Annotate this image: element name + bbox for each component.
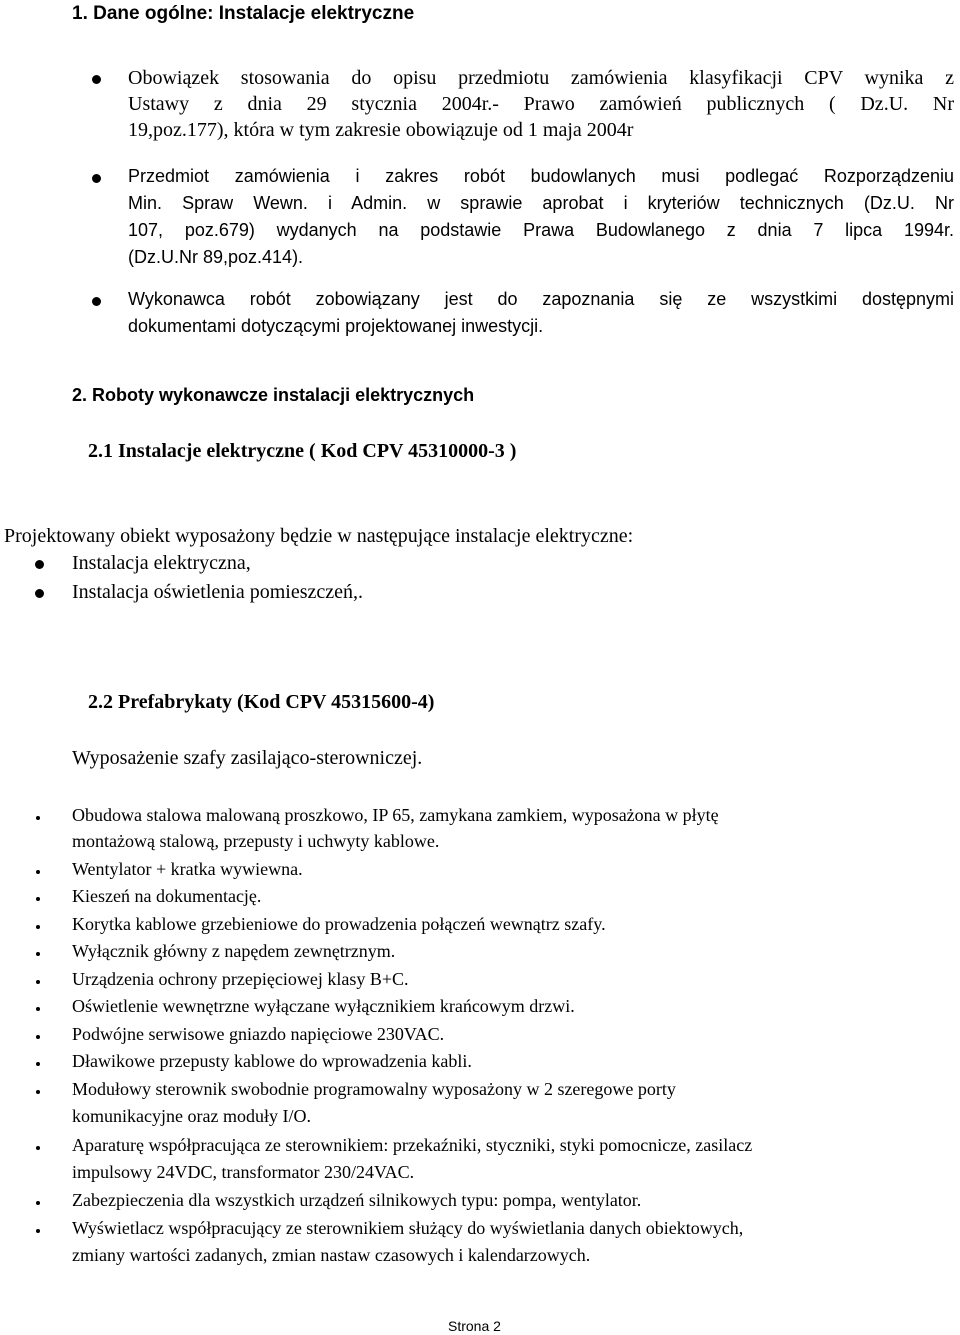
list-item-text: Instalacja oświetlenia pomieszczeń,. <box>72 581 363 603</box>
section-1-heading: 1. Dane ogólne: Instalacje elektryczne <box>72 3 415 24</box>
section-2-1-heading: 2.1 Instalacje elektryczne ( Kod CPV 45310000-3 ) <box>88 440 517 462</box>
list-item-line: Modułowy sterownik swobodnie programowalny wyposażony w 2 szeregowe porty <box>72 1079 676 1099</box>
list-item-line: Zabezpieczenia dla wszystkich urządzeń silnikowych typu: pompa, wentylator. <box>72 1190 642 1210</box>
bullet-icon <box>36 1090 40 1094</box>
list-item-line: Aparaturę współpracująca ze sterownikiem: przekaźniki, styczniki, styki pomocnicze, zasilacz <box>72 1135 753 1155</box>
list-item-line: komunikacyjne oraz moduły I/O. <box>72 1106 311 1126</box>
bullet-icon <box>92 297 101 306</box>
list-item-line: Min. Spraw Wewn. i Admin. w sprawie aprobat i kryteriów technicznych (Dz.U. Nr <box>128 193 954 213</box>
list-item-line: montażową stalową, przepusty i uchwyty kablowe. <box>72 831 440 851</box>
list-item-line: Ustawy z dnia 29 stycznia 2004r.- Prawo zamówień publicznych ( Dz.U. Nr <box>128 93 954 115</box>
bullet-icon <box>36 1035 40 1039</box>
bullet-icon <box>36 925 40 929</box>
list-item-line: Wykonawca robót zobowiązany jest do zapoznania się ze wszystkimi dostępnymi <box>128 289 954 309</box>
list-item-line: Wentylator + kratka wywiewna. <box>72 859 303 879</box>
bullet-icon <box>35 560 44 569</box>
bullet-icon <box>36 1229 40 1233</box>
bullet-icon <box>36 1201 40 1205</box>
bullet-icon <box>35 589 44 598</box>
page-number: Strona 2 <box>448 1318 501 1334</box>
list-item-line: zmiany wartości zadanych, zmian nastaw czasowych i kalendarzowych. <box>72 1245 591 1265</box>
list-item-line: dokumentami dotyczącymi projektowanej inwestycji. <box>128 316 544 336</box>
list-item-line: impulsowy 24VDC, transformator 230/24VAC. <box>72 1162 415 1182</box>
section-2-2-heading: 2.2 Prefabrykaty (Kod CPV 45315600-4) <box>88 691 435 713</box>
list-item-line: Korytka kablowe grzebieniowe do prowadzenia połączeń wewnątrz szafy. <box>72 914 606 934</box>
list-item-line: 19,poz.177), która w tym zakresie obowiązuje od 1 maja 2004r <box>128 119 634 141</box>
list-item-line: Obudowa stalowa malowaną proszkowo, IP 65, zamykana zamkiem, wyposażona w płytę <box>72 805 719 825</box>
section-2-heading: 2. Roboty wykonawcze instalacji elektrycznych <box>72 385 475 405</box>
section-2-2-subheading: Wyposażenie szafy zasilająco-sterowniczej. <box>72 747 423 769</box>
bullet-icon <box>36 1146 40 1150</box>
bullet-icon <box>92 174 101 183</box>
list-item-line: Dławikowe przepusty kablowe do wprowadzenia kabli. <box>72 1051 472 1071</box>
list-item-line: Kieszeń na dokumentację. <box>72 886 262 906</box>
list-item-line: Podwójne serwisowe gniazdo napięciowe 230VAC. <box>72 1024 445 1044</box>
list-item-line: Wyświetlacz współpracujący ze sterownikiem służący do wyświetlania danych obiektowych, <box>72 1218 744 1238</box>
bullet-icon <box>36 980 40 984</box>
list-item-line: Przedmiot zamówienia i zakres robót budowlanych musi podlegać Rozporządzeniu <box>128 166 954 186</box>
bullet-icon <box>36 816 40 820</box>
list-item-line: 107, poz.679) wydanych na podstawie Prawa Budowlanego z dnia 7 lipca 1994r. <box>128 220 954 240</box>
section-2-1-intro: Projektowany obiekt wyposażony będzie w następujące instalacje elektryczne: <box>4 525 634 547</box>
list-item-line: Obowiązek stosowania do opisu przedmiotu zamówienia klasyfikacji CPV wynika z <box>128 67 954 89</box>
bullet-icon <box>36 1007 40 1011</box>
bullet-icon <box>36 870 40 874</box>
list-item-line: Oświetlenie wewnętrzne wyłączane wyłącznikiem krańcowym drzwi. <box>72 996 575 1016</box>
list-item-text: Instalacja elektryczna, <box>72 552 251 574</box>
list-item-line: Wyłącznik główny z napędem zewnętrznym. <box>72 941 396 961</box>
bullet-icon <box>36 897 40 901</box>
list-item-line: (Dz.U.Nr 89,poz.414). <box>128 247 304 267</box>
bullet-icon <box>36 952 40 956</box>
bullet-icon <box>36 1062 40 1066</box>
list-item-line: Urządzenia ochrony przepięciowej klasy B+C. <box>72 969 409 989</box>
bullet-icon <box>92 75 101 84</box>
